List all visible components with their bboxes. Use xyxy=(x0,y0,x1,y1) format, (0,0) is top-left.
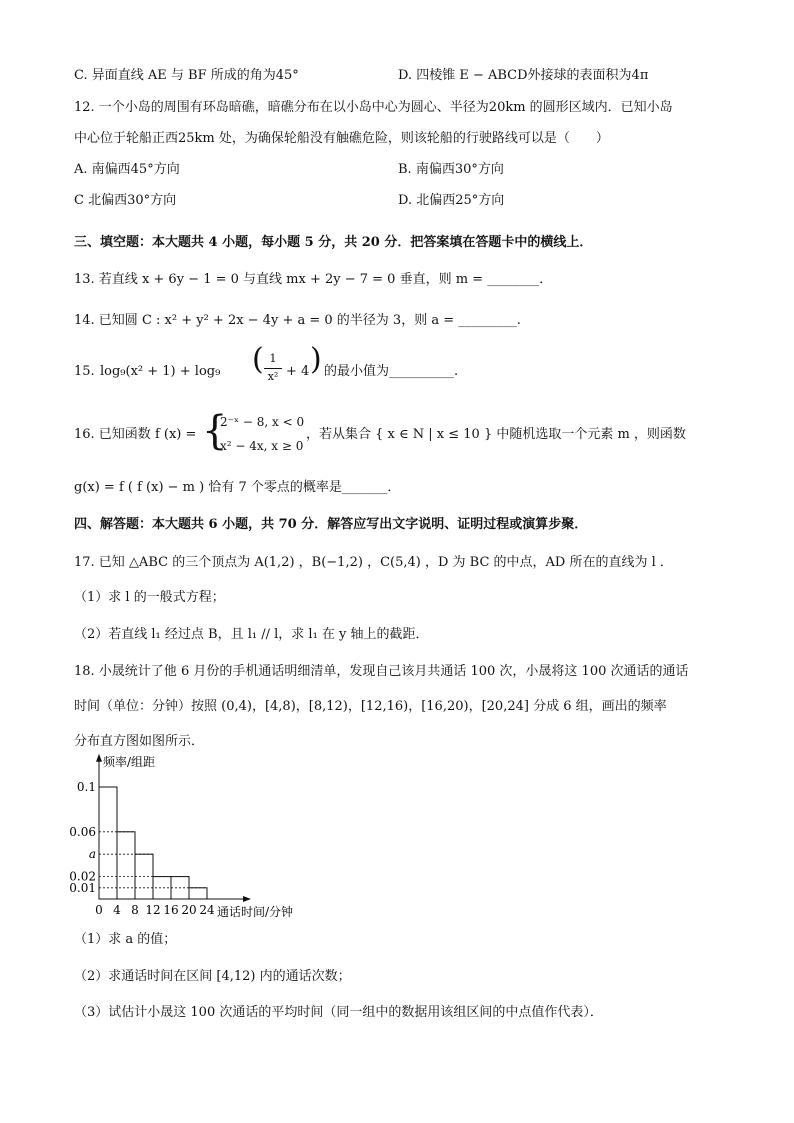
section3-heading: 三、填空题：本大题共 4 小题，每小题 5 分，共 20 分．把答案填在答题卡中的横线上． xyxy=(74,235,593,250)
q15-paren-open: ( xyxy=(252,342,264,377)
q15-frac-den: x² xyxy=(267,370,279,383)
q18-part1: （1）求 a 的值； xyxy=(74,932,177,947)
q15-frac-tail: + 4 xyxy=(286,364,310,379)
x-tick-label: 24 xyxy=(199,903,215,917)
q16-case2: x² − 4x, x ≥ 0 xyxy=(220,439,304,453)
q16-brace: { xyxy=(202,408,228,454)
q12-stem-line1: 12. 一个小岛的周围有环岛暗礁，暗礁分布在以小岛中心为圆心、半径为20km 的圆形区域内．已知小岛 xyxy=(74,100,673,115)
x-tick-label: 8 xyxy=(131,903,139,917)
histogram-bar xyxy=(99,787,117,899)
q18-stem-line3: 分布直方图如图所示． xyxy=(74,734,205,749)
y-tick-label: 0.01 xyxy=(69,880,96,895)
q12-option-d: D. 北偏西25°方向 xyxy=(398,193,505,208)
q15-expr-left: log₉(x² + 1) + log₉ xyxy=(100,364,221,379)
x-tick-label: 16 xyxy=(163,903,179,917)
y-axis-label: 频率/组距 xyxy=(103,754,156,769)
q13-text: 13. 若直线 x + 6y − 1 = 0 与直线 mx + 2y − 7 = 0 垂直，则 m = ________． xyxy=(74,272,553,287)
histogram-bar xyxy=(189,888,207,899)
y-tick-label: a xyxy=(88,847,96,862)
q18-part3: （3）试估计小晟这 100 次通话的平均时间（同一组中的数据用该组区间的中点值作代表）． xyxy=(74,1005,603,1020)
x-tick-label: 12 xyxy=(145,903,161,917)
q12-stem-line2: 中心位于轮船正西25km 处，为确保轮船没有触礁危险，则该轮船的行驶路线可以是（ ） xyxy=(74,131,609,146)
q16-case1: 2⁻ˣ − 8, x < 0 xyxy=(220,415,305,429)
q15-paren-close: ) xyxy=(310,342,322,377)
section4-heading: 四、解答题：本大题共 6 小题，共 70 分．解答应写出文字说明、证明过程或演算步聚． xyxy=(74,517,588,532)
q12-option-b: B. 南偏西30°方向 xyxy=(398,162,504,177)
q18-part2: （2）求通话时间在区间 [4,12) 内的通话次数； xyxy=(74,969,351,984)
y-tick-label: 0.06 xyxy=(69,824,96,839)
y-tick-label: 0.1 xyxy=(76,780,96,794)
q12-option-a: A. 南偏西45°方向 xyxy=(74,162,180,177)
x-axis-label: 通话时间/分钟 xyxy=(217,905,294,919)
q17-part1: （1）求 l 的一般式方程； xyxy=(74,590,225,605)
q14-text: 14. 已知圆 C : x² + y² + 2x − 4y + a = 0 的半径为 3，则 a = _________. xyxy=(74,313,521,328)
q12-option-c: C 北偏西30°方向 xyxy=(74,193,177,208)
q15-frac-num: 1 xyxy=(269,352,277,365)
q15-prefix: 15. xyxy=(74,364,95,379)
q15-suffix: 的最小值为__________. xyxy=(324,364,459,379)
histogram-bar xyxy=(117,832,135,899)
q17-stem: 17. 已知 △ABC 的三个顶点为 A(1,2) ，B(−1,2) ，C(5,4) ，D 为 BC 的中点，AD 所在的直线为 l ． xyxy=(74,555,673,570)
q16-line2: g(x) = f ( f (x) − m ) 恰有 7 个零点的概率是_______． xyxy=(74,480,401,495)
x-tick-label: 20 xyxy=(181,903,197,917)
q16-middle: ，若从集合 { x ∈ N | x ≤ 10 } 中随机选取一个元素 m ，则函数 xyxy=(306,427,686,442)
q11-option-d: D. 四棱锥 E − ABCD外接球的表面积为4π xyxy=(398,68,649,83)
x-tick-label: 0 xyxy=(95,903,103,917)
q18-stem-line1: 18. 小晟统计了他 6 月份的手机通话明细清单，发现自己该月共通话 100 次，小晟将这 100 次通话的通话 xyxy=(74,664,689,679)
q17-part2: （2）若直线 l₁ 经过点 B，且 l₁ // l，求 l₁ 在 y 轴上的截距． xyxy=(74,627,429,642)
x-axis-arrow xyxy=(243,896,251,902)
q11-option-c: C. 异面直线 AE 与 BF 所成的角为45° xyxy=(74,68,299,83)
y-tick-label: 0.02 xyxy=(69,869,96,884)
q18-stem-line2: 时间（单位：分钟）按照 (0,4)，[4,8)，[8,12)，[12,16)，[16,20)，[20,24] 分成 6 组，画出的频率 xyxy=(74,699,667,714)
x-tick-label: 4 xyxy=(113,903,121,917)
q16-prefix: 16. 已知函数 f (x) = xyxy=(74,427,197,442)
y-axis-arrow xyxy=(96,754,102,762)
